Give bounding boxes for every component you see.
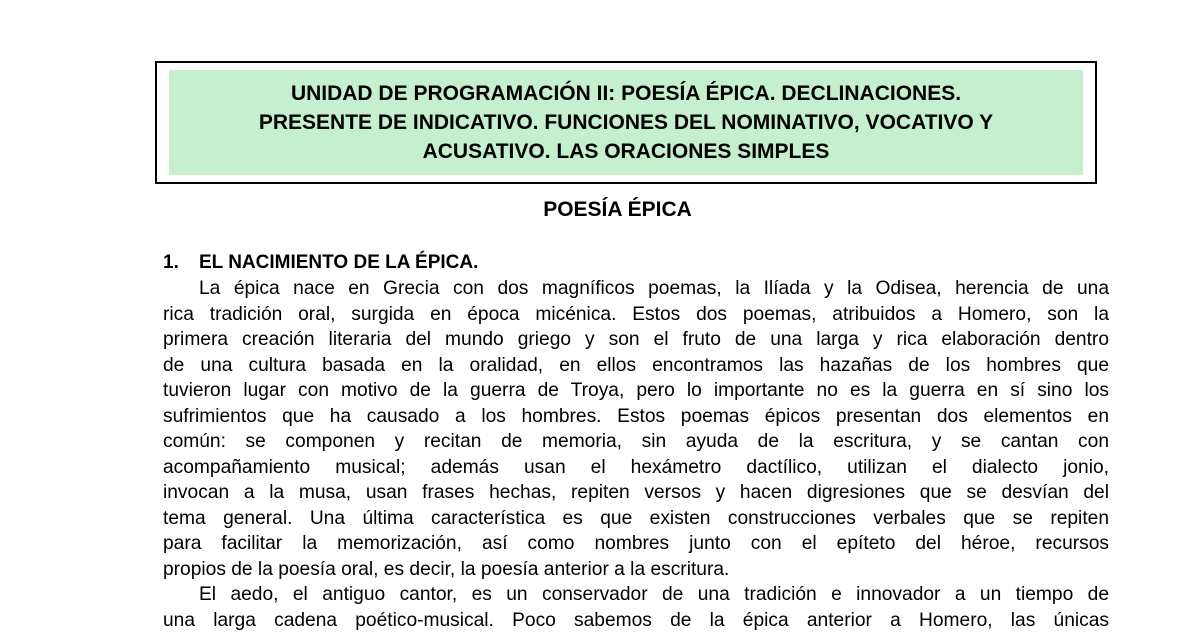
- heading-number: 1.: [163, 251, 199, 275]
- text-line: una larga cadena poético-musical. Poco sabemos de la épica anterior a Homero, las únicas: [163, 608, 1109, 633]
- unit-title-line-1: UNIDAD DE PROGRAMACIÓN II: POESÍA ÉPICA. DECLINACIONES.: [291, 79, 961, 108]
- text-line: propios de la poesía oral, es decir, la poesía anterior a la escritura.: [163, 557, 1109, 583]
- unit-title-line-2: PRESENTE DE INDICATIVO. FUNCIONES DEL NOMINATIVO, VOCATIVO Y: [259, 108, 993, 137]
- paragraph-1: [163, 276, 1109, 582]
- text-line: acompañamiento musical; además usan el hexámetro dactílico, utilizan el dialecto jonio,: [163, 455, 1109, 481]
- text-line: común: se componen y recitan de memoria, sin ayuda de la escritura, y se cantan con: [163, 429, 1109, 455]
- unit-title-background: [169, 70, 1083, 175]
- text-line: para facilitar la memorización, así como nombres junto con el epíteto del héroe, recursos: [163, 531, 1109, 557]
- text-line: rica tradición oral, surgida en época micénica. Estos dos poemas, atribuidos a Homero, son la: [163, 302, 1109, 328]
- text-line: El aedo, el antiguo cantor, es un conservador de una tradición e innovador a un tiempo de: [163, 582, 1109, 608]
- text-line: tuvieron lugar con motivo de la guerra de Troya, pero lo importante no es la guerra en sí sino los: [163, 378, 1109, 404]
- text-line: tema general. Una última característica es que existen construcciones verbales que se repiten: [163, 506, 1109, 532]
- text-line: primera creación literaria del mundo griego y son el fruto de una larga y rica elaboración dentro: [163, 327, 1109, 353]
- unit-title-box: [155, 61, 1097, 184]
- text-line: sufrimientos que ha causado a los hombres. Estos poemas épicos presentan dos elementos en: [163, 404, 1109, 430]
- text-line: La épica nace en Grecia con dos magníficos poemas, la Ilíada y la Odisea, herencia de una: [163, 276, 1109, 302]
- heading-text: EL NACIMIENTO DE LA ÉPICA.: [199, 252, 478, 273]
- section-title: POESÍA ÉPICA: [0, 196, 1200, 224]
- section-heading: [163, 251, 478, 275]
- body-text: [163, 276, 1109, 633]
- unit-title-line-3: ACUSATIVO. LAS ORACIONES SIMPLES: [423, 137, 830, 166]
- text-line: invocan a la musa, usan frases hechas, repiten versos y hacen digresiones que se desvían del: [163, 480, 1109, 506]
- paragraph-2: [163, 582, 1109, 633]
- text-line: de una cultura basada en la oralidad, en ellos encontramos las hazañas de los hombres que: [163, 353, 1109, 379]
